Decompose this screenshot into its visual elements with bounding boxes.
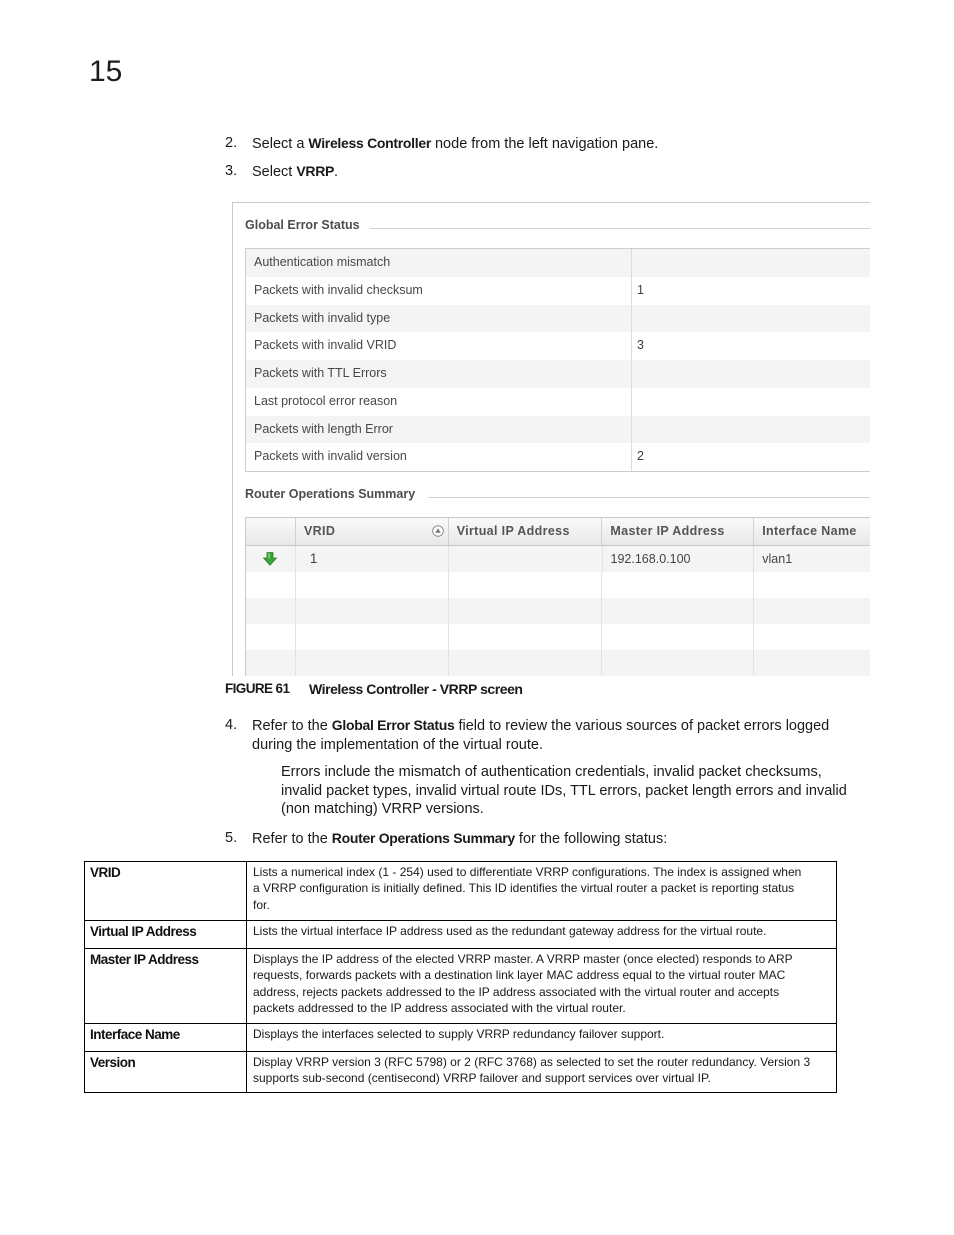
note-line: Errors include the mismatch of authentication credentials, invalid packet checksums, — [281, 764, 822, 780]
error-label: Packets with invalid type — [246, 305, 632, 333]
status-field-table — [84, 861, 837, 1093]
error-count: 1 — [637, 282, 644, 297]
grid-cell-virtual-ip — [449, 546, 603, 572]
error-label: Packets with length Error — [246, 416, 632, 444]
grid-cell — [296, 650, 449, 676]
error-count — [632, 305, 637, 333]
grid-cell — [602, 572, 754, 598]
ui-term: Router Operations Summary — [331, 830, 515, 846]
field-description — [247, 921, 836, 948]
grid-cell — [246, 650, 296, 676]
grid-cell — [754, 624, 870, 650]
description-line: Displays the IP address of the elected VRRP master. A VRRP master (once elected) responds to ARP — [253, 952, 793, 966]
grid-cell — [449, 624, 603, 650]
grid-cell — [296, 572, 449, 598]
error-row — [246, 249, 870, 277]
step-text-plain: field to review the various sources of packet errors logged — [454, 718, 830, 734]
grid-row-empty — [246, 598, 870, 624]
step-text — [252, 134, 658, 154]
field-description — [247, 862, 836, 920]
step-number: 2. — [225, 135, 238, 151]
error-row — [246, 277, 870, 305]
grid-cell — [754, 650, 870, 676]
error-label: Last protocol error reason — [246, 388, 632, 416]
column-header-status — [246, 518, 296, 545]
step-text — [252, 162, 338, 182]
description-line: Lists a numerical index (1 - 254) used to differentiate VRRP configurations. The index is assigned when — [253, 865, 802, 879]
grid-cell — [246, 624, 296, 650]
error-label: Packets with TTL Errors — [246, 360, 632, 388]
grid-cell — [246, 598, 296, 624]
table-row — [85, 1051, 836, 1092]
grid-row-empty — [246, 624, 870, 650]
router-operations-summary-title: Router Operations Summary — [245, 487, 416, 501]
step-number: 5. — [225, 830, 238, 846]
router-operations-grid — [245, 517, 870, 676]
grid-cell — [602, 598, 754, 624]
error-row — [246, 305, 870, 333]
step-number: 4. — [225, 717, 238, 733]
error-count — [632, 388, 637, 416]
step-text-plain: for the following status: — [514, 831, 668, 847]
grid-row-empty — [246, 572, 870, 598]
grid-cell — [754, 598, 870, 624]
column-header-label: VRID — [303, 524, 336, 538]
figure-label: FIGURE 61 — [225, 681, 290, 696]
step-text — [252, 829, 667, 849]
column-header-label: Master IP Address — [610, 524, 725, 538]
global-error-status-title: Global Error Status — [245, 218, 360, 232]
grid-cell-vrid: 1 — [296, 546, 449, 572]
description-line: supports sub-second (centisecond) VRRP failover and support services over virtual IP. — [253, 1071, 711, 1086]
table-row — [85, 948, 836, 1023]
grid-cell — [449, 572, 603, 598]
grid-cell — [296, 598, 449, 624]
errors-note — [281, 763, 847, 819]
grid-cell — [246, 572, 296, 598]
grid-cell — [602, 650, 754, 676]
field-name: Virtual IP Address — [85, 921, 247, 948]
table-row — [85, 862, 836, 920]
grid-cell — [602, 624, 754, 650]
field-description — [247, 1024, 836, 1051]
fieldset-divider — [370, 228, 870, 229]
field-name: VRID — [85, 862, 247, 920]
description-line: address, rejects packets addressed to the IP address associated with the virtual router and accepts — [253, 984, 780, 999]
grid-cell-master-ip: 192.168.0.100 — [603, 546, 755, 572]
ui-term: VRRP — [296, 163, 335, 179]
grid-cell — [754, 572, 870, 598]
note-line: invalid packet types, invalid virtual route IDs, TTL errors, packet length errors and invalid — [281, 782, 847, 799]
description-line: requests, forwards packets with a destination link layer MAC address equal to the virtual router MAC — [253, 968, 786, 983]
grid-row[interactable] — [246, 546, 870, 572]
grid-cell — [449, 650, 603, 676]
note-line: (non matching) VRRP versions. — [281, 801, 484, 817]
status-arrow-icon — [263, 552, 277, 566]
description-line: Display VRRP version 3 (RFC 5798) or 2 (RFC 3768) as selected to set the router redundancy. Version 3 — [253, 1055, 811, 1069]
error-row — [246, 388, 870, 416]
field-description — [247, 1052, 836, 1092]
step-number: 3. — [225, 163, 238, 179]
error-count: 2 — [637, 449, 644, 464]
field-name: Interface Name — [85, 1024, 247, 1051]
step-line: during the implementation of the virtual route. — [252, 737, 543, 753]
step-text-plain: Select a — [252, 136, 309, 152]
description-line: Lists the virtual interface IP address used as the redundant gateway address for the virtual route. — [253, 924, 767, 938]
field-name: Master IP Address — [85, 949, 247, 1023]
column-header-interface[interactable] — [754, 518, 870, 545]
grid-cell-interface: vlan1 — [754, 546, 870, 572]
error-row — [246, 416, 870, 444]
field-description — [247, 949, 836, 1023]
grid-cell-status — [246, 546, 296, 572]
error-label: Packets with invalid checksum — [246, 277, 632, 305]
description-line: a VRRP configuration is initially defined. This ID identifies the virtual router a packet is reporting status — [253, 881, 795, 896]
grid-row-empty — [246, 650, 870, 676]
global-error-status-table — [245, 248, 870, 472]
column-header-label: Interface Name — [762, 524, 857, 538]
description-line: for. — [253, 897, 270, 912]
figure-screenshot — [232, 202, 870, 676]
step-line — [252, 716, 829, 736]
description-line: Displays the interfaces selected to supply VRRP redundancy failover support. — [253, 1027, 665, 1041]
grid-cell — [296, 624, 449, 650]
error-row — [246, 360, 870, 388]
error-row — [246, 332, 870, 360]
fieldset-divider — [428, 497, 870, 498]
error-count — [632, 416, 637, 444]
table-row — [85, 920, 836, 948]
sort-ascending-icon[interactable] — [432, 525, 444, 537]
step-text-plain: Refer to the — [252, 718, 332, 734]
field-name: Version — [85, 1052, 247, 1092]
error-count — [632, 249, 637, 277]
ui-term: Wireless Controller — [308, 135, 431, 151]
column-header-virtual-ip[interactable] — [449, 518, 603, 545]
error-label: Packets with invalid version — [246, 443, 632, 471]
table-row — [85, 1023, 836, 1051]
step-text-plain: . — [334, 164, 339, 180]
step-text-plain: Select — [252, 164, 297, 180]
error-count — [632, 360, 637, 388]
column-header-vrid[interactable] — [296, 518, 449, 545]
description-line: packets addressed to the IP address associated with the virtual router. — [253, 1000, 626, 1015]
error-count: 3 — [637, 338, 644, 353]
error-row — [246, 443, 870, 471]
grid-header — [246, 518, 870, 546]
column-header-label: Virtual IP Address — [456, 524, 570, 538]
column-header-master-ip[interactable] — [602, 518, 754, 545]
grid-cell — [449, 598, 603, 624]
error-label: Authentication mismatch — [246, 249, 632, 277]
error-label: Packets with invalid VRID — [246, 332, 632, 360]
step-text-plain: Refer to the — [252, 831, 332, 847]
ui-term: Global Error Status — [331, 717, 455, 733]
chapter-number: 15 — [89, 55, 123, 88]
figure-caption: Wireless Controller - VRRP screen — [309, 681, 523, 697]
step-text — [252, 716, 829, 755]
step-text-plain: node from the left navigation pane. — [430, 136, 659, 152]
